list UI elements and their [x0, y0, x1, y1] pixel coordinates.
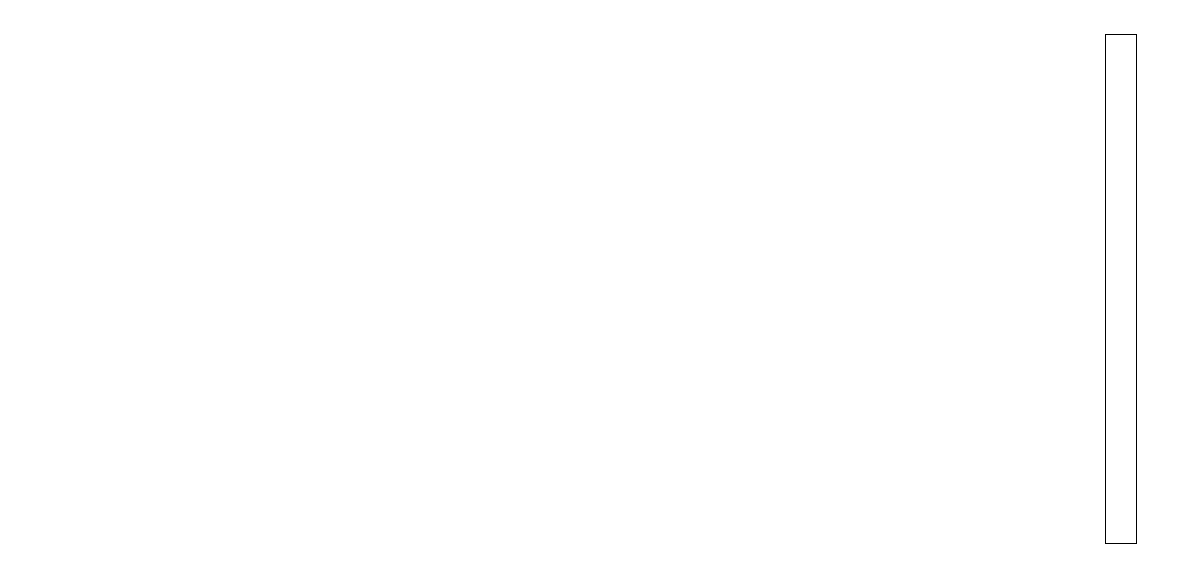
colorbar: [1105, 34, 1137, 544]
heatmap-plot: [52, 34, 1088, 542]
colorbar-ticks: [1136, 34, 1194, 542]
